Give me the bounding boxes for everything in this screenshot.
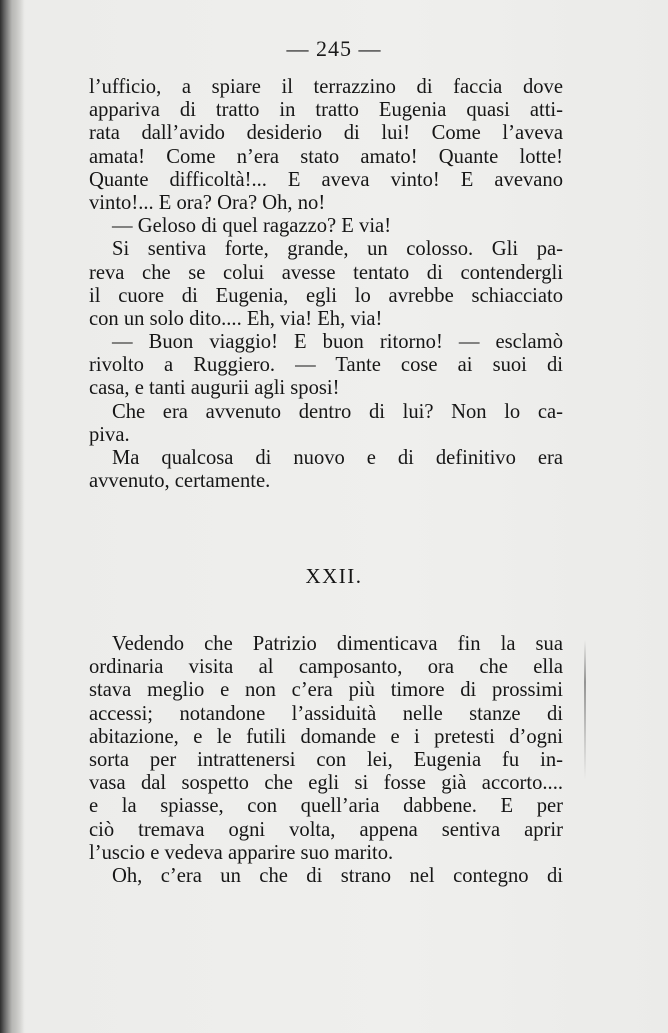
text-line: ordinaria visita al camposanto, ora che ella [89,656,563,679]
text-line: Quante difficoltà!... E aveva vinto! E avevano [89,168,563,191]
text-line: Che era avvenuto dentro di lui? Non lo ca- [112,400,563,423]
text-line: rivolto a Ruggiero. — Tante cose ai suoi di [89,354,563,377]
text-line: accessi; notandone l’assiduità nelle stanze di [89,702,563,725]
text-line: reva che se colui avesse tentato di contendergli [89,261,563,284]
text-line: Ma qualcosa di nuovo e di definitivo era [112,447,563,469]
text-line: casa, e tanti augurii agli sposi! [89,377,340,400]
text-line: avvenuto, certamente. [89,470,271,493]
text-line: stava meglio e non c’era più timore di prossimi [89,679,563,702]
text-line: e la spiasse, con quell’aria dabbene. E per [89,795,563,818]
text-line: piva. [89,423,130,446]
text-line: Vedendo che Patrizio dimenticava fin la sua [112,633,563,655]
page-number: — 245 — [286,36,382,61]
text-block-upper [89,76,563,493]
margin-mark [584,640,586,780]
text-line: Si sentiva forte, grande, un colosso. Gli pa- [112,238,563,261]
text-line: — Geloso di quel ragazzo? E via! [112,215,392,238]
text-line: — Buon viaggio! E buon ritorno! — esclamò [112,331,563,354]
text-line: ciò tremava ogni volta, appena sentiva aprir [89,818,563,841]
text-line: vasa dal sospetto che egli si fosse già accorto.... [89,772,563,795]
text-line: abitazione, e le futili domande e i pretesti d’ogni [89,725,563,748]
text-line: il cuore di Eugenia, egli lo avrebbe schiacciato [89,284,563,307]
text-line: con un solo dito.... Eh, via! Eh, via! [89,307,383,330]
text-line: rata dall’avido desiderio di lui! Come l’aveva [89,122,563,145]
text-line: l’uscio e vedeva apparire suo marito. [89,841,394,864]
text-block-lower [89,633,563,888]
text-line: Oh, c’era un che di strano nel contegno di [112,864,563,887]
text-line: amata! Come n’era stato amato! Quante lotte! [89,145,563,168]
text-line: l’ufficio, a spiare il terrazzino di faccia dove [89,76,563,98]
text-line: appariva di tratto in tratto Eugenia quasi atti- [89,99,563,122]
text-line: vinto!... E ora? Ora? Oh, no! [89,191,326,214]
text-line: sorta per intrattenersi con lei, Eugenia fu in- [89,748,563,771]
page-spine-shadow [0,0,24,1033]
chapter-heading: XXII. [305,564,363,588]
